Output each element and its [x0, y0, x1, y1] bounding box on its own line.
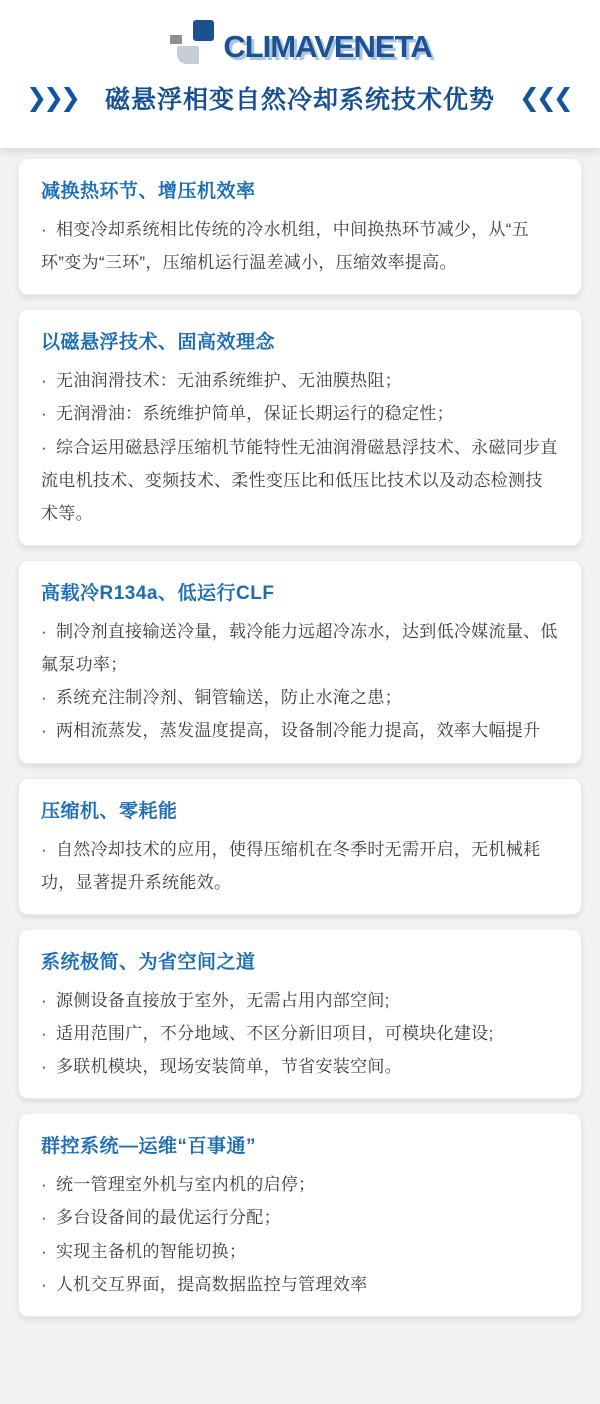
page-title: 磁悬浮相变自然冷却系统技术优势	[104, 86, 495, 114]
bullet-icon: ·	[41, 220, 47, 239]
bullet-item	[41, 1235, 559, 1268]
card-title: 高载冷R134a、低运行CLF	[41, 582, 275, 604]
feature-card-group-control	[18, 1113, 582, 1317]
brand-logo	[0, 12, 600, 68]
bullet-icon: ·	[41, 1274, 47, 1294]
bullet-item	[41, 714, 559, 747]
bullet-icon: ·	[41, 1175, 47, 1195]
bullet-item	[41, 1201, 559, 1234]
bullet-text: 统一管理室外机与室内机的启停；	[55, 1175, 316, 1195]
bullet-text: 制冷剂直接输送冷量，载冷能力远超冷冻水，达到低冷媒流量、低氟泵功率；	[41, 621, 558, 675]
bullet-item	[41, 1017, 559, 1050]
bullet-text: 无油润滑技术：无油系统维护、无油膜热阻；	[55, 371, 402, 391]
feature-card-refrigerant	[18, 560, 582, 764]
brand-logo-icon	[168, 18, 216, 68]
feature-card-compressor	[18, 778, 582, 915]
bullet-item	[41, 1268, 559, 1301]
bullet-icon: ·	[41, 721, 47, 741]
bullet-text: 相变冷却系统相比传统的冷水机组，中间换热环节减少，从“五环”变为“三环”，压缩机运行温差减小，压缩效率提高。	[41, 220, 530, 273]
title-row	[0, 80, 600, 116]
logo-square-gray-icon	[170, 35, 182, 44]
bullet-text: 多台设备间的最优运行分配；	[55, 1208, 281, 1228]
feature-card-space-saving	[18, 929, 582, 1099]
chevrons-right-icon: ❯❯❯	[26, 83, 77, 112]
bullet-item	[41, 213, 559, 279]
feature-card-heat-exchange	[18, 158, 582, 295]
brand-name: CLIMAVENETA	[223, 28, 432, 64]
bullet-text: 源侧设备直接放于室外，无需占用内部空间;	[55, 990, 390, 1010]
bullet-item	[41, 1168, 559, 1201]
logo-square-light-icon	[177, 46, 199, 64]
bullet-icon: ·	[41, 1057, 47, 1077]
bullet-item	[41, 397, 559, 430]
chevrons-left-icon: ❮❮❮	[519, 83, 570, 112]
bullet-icon: ·	[41, 1023, 47, 1043]
bullet-text: 两相流蒸发，蒸发温度提高，设备制冷能力提高，效率大幅提升	[55, 721, 541, 741]
bullet-icon: ·	[41, 839, 47, 859]
bullet-icon: ·	[41, 688, 47, 708]
card-title: 压缩机、零耗能	[41, 800, 178, 822]
bullet-item	[41, 984, 559, 1017]
feature-card-maglev-tech	[18, 309, 582, 546]
card-title: 群控系统—运维“百事通”	[41, 1136, 257, 1158]
bullet-item	[41, 681, 559, 714]
bullet-item	[41, 833, 559, 899]
content	[0, 148, 600, 1345]
bullet-text: 实现主备机的智能切换；	[55, 1241, 247, 1261]
bullet-icon: ·	[41, 990, 47, 1010]
card-title: 减换热环节、增压机效率	[41, 181, 256, 202]
header	[0, 0, 600, 148]
card-title: 系统极简、为省空间之道	[41, 951, 256, 973]
bullet-text: 人机交互界面，提高数据监控与管理效率	[55, 1274, 368, 1294]
bullet-text: 自然冷却技术的应用，使得压缩机在冬季时无需开启，无机械耗功，显著提升系统能效。	[41, 839, 541, 892]
bullet-text: 综合运用磁悬浮压缩机节能特性无油润滑磁悬浮技术、永磁同步直流电机技术、变频技术、柔性变压比和低压比技术以及动态检测技术等。	[41, 437, 558, 523]
bullet-icon: ·	[41, 1241, 47, 1261]
bullet-item	[41, 431, 559, 530]
bullet-item	[41, 615, 559, 681]
bullet-text: 系统充注制冷剂、铜管输送，防止水淹之患；	[55, 688, 402, 708]
card-title: 以磁悬浮技术、固高效理念	[41, 332, 276, 354]
bullet-icon: ·	[41, 621, 47, 641]
bullet-text: 无润滑油：系统维护简单，保证长期运行的稳定性；	[55, 404, 454, 424]
bullet-text: 适用范围广，不分地域、不区分新旧项目，可模块化建设;	[55, 1023, 494, 1043]
bullet-icon: ·	[41, 437, 47, 457]
bullet-icon: ·	[41, 371, 47, 391]
bullet-text: 多联机模块，现场安装简单，节省安装空间。	[55, 1057, 402, 1077]
logo-square-blue-icon	[193, 20, 214, 41]
bullet-icon: ·	[41, 404, 47, 424]
bullet-item	[41, 1050, 559, 1083]
bullet-item	[41, 364, 559, 397]
bullet-icon: ·	[41, 1208, 47, 1228]
